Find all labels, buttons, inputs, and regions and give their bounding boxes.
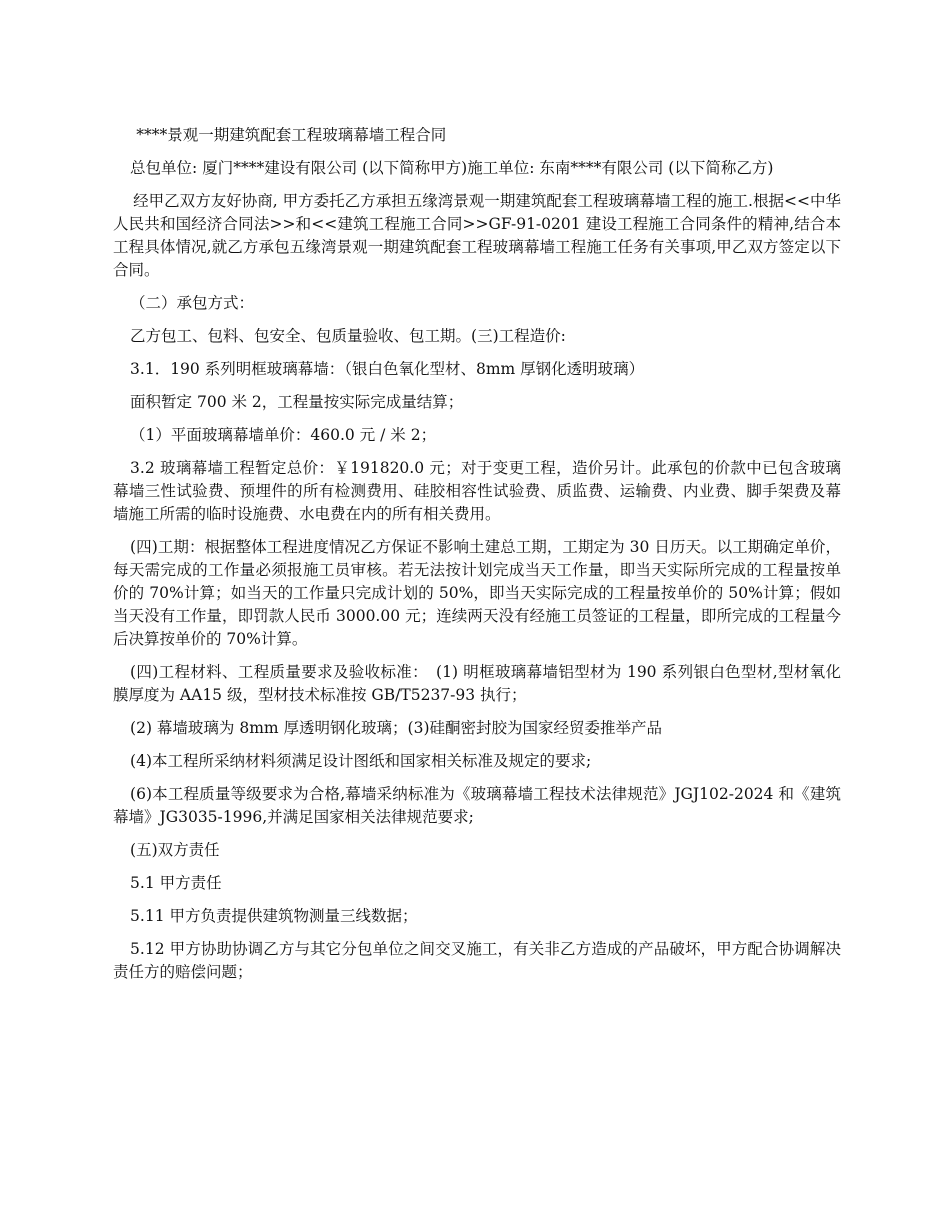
paragraph-unit-price: （1）平面玻璃幕墙单价：460.0 元 / 米 2；	[130, 426, 437, 444]
paragraph-schedule: (四)工期：根据整体工程进度情况乙方保证不影响土建总工期，工期定为 30 日历天。以工期确定单价，每天需完成的工作量必须报施工员审核。若无法按计划完成当天工作量，即当天实际所完成的工程量按单价的 70%计算；如当天的工作量只完成计划的 50%，即当天实际完成的工程量按单价的 50%计算；假如当天没有工作量，即罚款人民币 3000.00 元；连续两天没有经施工员签证的工程量，即所完成的工程量今后决算按单价的 70%计算。	[113, 538, 841, 648]
paragraph-parties: 总包单位: 厦门****建设有限公司 (以下简称甲方)施工单位: 东南****有限公司 (以下简称乙方)	[130, 159, 774, 177]
paragraph-3-1: 3.1．190 系列明框玻璃幕墙：（银白色氧化型材、8mm 厚钢化透明玻璃）	[130, 360, 645, 378]
paragraph-5-1: 5.1 甲方责任	[130, 874, 222, 892]
paragraph-materials: (四)工程材料、工程质量要求及验收标准： (1) 明框玻璃幕墙铝型材为 190 系列银白色型材,型材氧化膜厚度为 AA15 级，型材技术标准按 GB/T5237-93 执行；	[113, 663, 841, 704]
paragraph-section-contract-method: （二）承包方式：	[130, 294, 255, 312]
paragraph-section-responsibilities: (五)双方责任	[130, 841, 220, 859]
paragraph-5-12: 5.12 甲方协助协调乙方与其它分包单位之间交叉施工，有关非乙方造成的产品破坏，甲方配合协调解决责任方的赔偿问题；	[113, 940, 841, 981]
paragraph-preamble: 经甲乙双方友好协商, 甲方委托乙方承担五缘湾景观一期建筑配套工程玻璃幕墙工程的施工.根据<<中华人民共和国经济合同法>>和<<建筑工程施工合同>>GF-91-0201 建设工程施工合同条件的精神,结合本工程具体情况,就乙方承包五缘湾景观一期建筑配套工程玻璃幕墙工程施工任务有关事项,甲乙双方签定以下合同。	[113, 192, 841, 279]
paragraph-5-11: 5.11 甲方负责提供建筑物测量三线数据；	[130, 907, 418, 925]
paragraph-glass: (2) 幕墙玻璃为 8mm 厚透明钢化玻璃；(3)硅酮密封胶为国家经贸委推举产品	[130, 719, 662, 737]
paragraph-3-2: 3.2 玻璃幕墙工程暂定总价：￥191820.0 元；对于变更工程，造价另计。此承包的价款中已包含玻璃幕墙三性试验费、预埋件的所有检测费用、硅胶相容性试验费、质监费、运输费、内业费、脚手架费及幕墙施工所需的临时设施费、水电费在内的所有相关费用。	[113, 459, 841, 523]
document-page	[113, 124, 841, 994]
paragraph-quality-standard: (6)本工程质量等级要求为合格,幕墙采纳标准为《玻璃幕墙工程技术法律规范》JGJ102-2024 和《建筑幕墙》JG3035-1996,并满足国家相关法律规范要求;	[113, 785, 841, 826]
paragraph-area: 面积暂定 700 米 2，工程量按实际完成量结算；	[130, 393, 464, 411]
paragraph-contract-method: 乙方包工、包料、包安全、包质量验收、包工期。(三)工程造价:	[130, 327, 566, 345]
paragraph-material-requirements: (4)本工程所采纳材料须满足设计图纸和国家相关标准及规定的要求;	[130, 752, 592, 770]
contract-title: ****景观一期建筑配套工程玻璃幕墙工程合同	[136, 126, 447, 144]
